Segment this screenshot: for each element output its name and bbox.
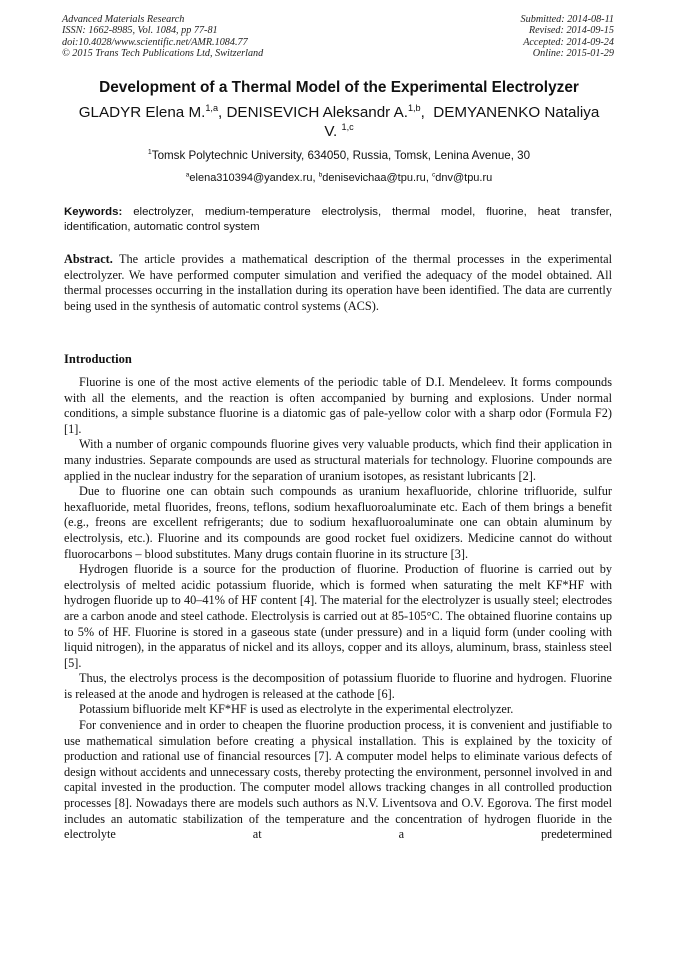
abstract <box>64 252 612 314</box>
body-paragraph: With a number of organic compounds fluorine gives very valuable products, which find their application in many industries. Separate compounds are used as structural materials for technology. Fluorine compounds are applied in the nuclear industry for the separation of uranium isotopes, as resistant lubricants [2]. <box>64 437 612 483</box>
author-emails: $^a$elena310394@yandex.ru, $^b$denisevichaa@tpu.ru, $^c$dnv@tpu.ru <box>185 171 493 184</box>
affiliation <box>40 149 638 163</box>
introduction-body <box>64 375 612 843</box>
affiliation-mark: 1 <box>147 149 152 157</box>
abstract-text: The article provides a mathematical description of the thermal processes in the experimental electrolyzer. We have performed computer simulation and verified the adequacy of the model obtained. All thermal processes occurring in the installation during its operation have been identified. The data are currently being used in the synthesis of automatic control systems (ACS). <box>64 252 612 313</box>
submitted-date: Submitted: 2014-08-11 <box>520 14 614 25</box>
body-paragraph: For convenience and in order to cheapen the fluorine production process, it is convenient and justifiable to use mathematical simulation before creating a physical installation. This is explained by the toxicity of production and rational use of financial resources [7]. A computer model helps to eliminate various defects of design without accidents and unnecessary costs, thereby protecting the environment, personnel involved in and capital invested in the production. The computer model allows tracking changes in all controlled production processes [8]. Nowadays there are models such authors as N.V. Liventsova and O.V. Egorova. The first model includes an automatic stabilization of the temperature and the concentration of hydrogen fluoride in the electrolyte at a predetermined <box>64 718 612 842</box>
body-paragraph: Potassium bifluoride melt KF*HF is used as electrolyte in the experimental electrolyzer. <box>79 702 514 717</box>
keywords-text: electrolyzer, medium-temperature electrolysis, thermal model, fluorine, heat transfer, identification, automatic control system <box>64 206 612 233</box>
keywords-label: Keywords: <box>64 206 123 218</box>
email-link[interactable]: denisevichaa@tpu.ru <box>322 172 426 184</box>
body-paragraph: Thus, the electrolys process is the decomposition of potassium fluoride to fluorine and hydrogen. Fluorine is released at the anode and hydrogen is released at the cathode [6]. <box>64 671 612 701</box>
paper-title: Development of a Thermal Model of the Experimental Electrolyzer <box>99 79 579 96</box>
keywords <box>64 205 612 234</box>
email-link[interactable]: dnv@tpu.ru <box>435 172 493 184</box>
author-affiliation-mark: 1,c <box>341 121 354 132</box>
author-list: GLADYR Elena M.$^{1,a}$, DENISEVICH Aleksandr A.$^{1,b}$, DEMYANENKO Nataliya V. $^{1,c}$ <box>78 102 600 140</box>
revised-date: Revised: 2014-09-15 <box>528 25 614 37</box>
online-date: Online: 2015-01-29 <box>532 47 614 59</box>
author-name: GLADYR Elena M. <box>78 104 206 121</box>
affiliation-text: Tomsk Polytechnic University, 634050, Russia, Tomsk, Lenina Avenue, 30 <box>151 149 531 162</box>
author-name: DENISEVICH Aleksandr A. <box>226 104 408 121</box>
author-affiliation-mark: 1,a <box>205 102 219 113</box>
email-link[interactable]: elena310394@yandex.ru <box>189 172 313 184</box>
journal-copyright: © 2015 Trans Tech Publications Ltd, Switzerland <box>62 47 264 59</box>
section-heading: Introduction <box>64 352 132 366</box>
journal-issn: ISSN: 1662-8985, Vol. 1084, pp 77-81 <box>62 25 218 37</box>
author-affiliation-mark: 1,b <box>407 102 421 113</box>
body-paragraph: Fluorine is one of the most active elements of the periodic table of D.I. Mendeleev. It forms compounds with all the elements, and the reaction is often accompanied by burning and explosions. Under normal conditions, a simple substance fluorine is a diatomic gas of pale-yellow color with a sharp odor (Formula F2) [1]. <box>64 375 612 436</box>
body-paragraph: Hydrogen fluoride is a source for the production of fluorine. Production of fluorine is carried out by electrolysis of melted acidic potassium fluoride, which is formed when saturating the melt KF*HF with hydrogen fluoride up to 40–41% of HF content [4]. The material for the electrolyzer is usually steel; electrodes are a carbon anode and steel cathode. Electrolysis is carried out at 85-105°C. The obtained fluorine contains up to 5% of HF. Fluorine is stored in a gaseous state (under pressure) and in a liquid form (under cooling with liquid nitrogen), in the apparatus of nickel and its alloys, copper and its alloys, aluminum, brass, stainless steel [5]. <box>64 562 612 670</box>
publication-dates <box>521 14 614 59</box>
journal-doi: doi:10.4028/www.scientific.net/AMR.1084.77 <box>62 36 248 48</box>
journal-name: Advanced Materials Research <box>62 14 185 25</box>
body-paragraph: Due to fluorine one can obtain such compounds as uranium hexafluoride, chlorine trifluoride, sulfur hexafluoride, metal fluorides, freons, teflons, sodium hexafluoroaluminate etc. Each of them brings a benefit (e.g., freons are excellent refrigerants; due to sodium hexafluoroaluminate one can obtain aluminum by electrolysis, etc.). Fluorine and its compounds are good rocket fuel oxidizers. Medicine cannot do without fluorocarbons – blood substitutes. Many drugs contain fluorine in its structure [3]. <box>64 484 612 561</box>
email-mark: a <box>185 171 190 179</box>
abstract-label: Abstract. <box>64 252 113 266</box>
email-mark: c <box>431 171 436 179</box>
author-name: DEMYANENKO Nataliya V. <box>324 104 600 140</box>
journal-header <box>62 14 263 59</box>
email-mark: b <box>318 171 323 179</box>
accepted-date: Accepted: 2014-09-24 <box>523 36 614 48</box>
